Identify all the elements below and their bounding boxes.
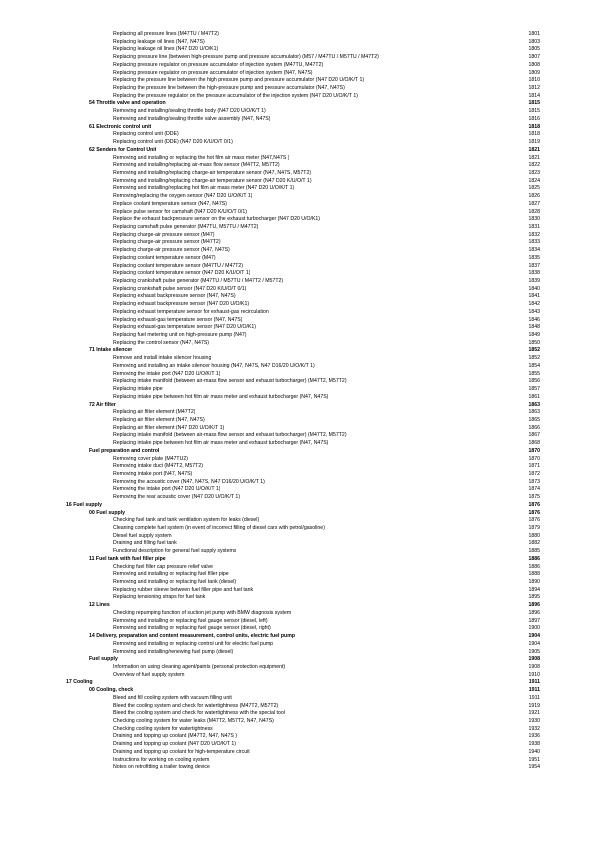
- toc-entry-title: Replacing control unit (DDE): [113, 131, 179, 138]
- toc-entry[interactable]: [60, 456, 540, 464]
- toc-entry-title: Replacing pressure line (between high-pressure pump and pressure accumulator) (M57 / M47TU / M57TU / M47T2): [113, 54, 379, 61]
- toc-page-number: 1874: [528, 486, 540, 493]
- toc-page-number: 1810: [528, 77, 540, 84]
- toc-entry-title: Replace the exhaust backpressure sensor on the exhaust turbocharger (N47 D20 U/O/K1): [113, 216, 321, 223]
- toc-page-number: 1876: [528, 517, 540, 524]
- toc-page-number: 1841: [528, 293, 540, 300]
- toc-entry-title: Draining and topping up coolant (M47T2, N47, N47S ): [113, 733, 237, 740]
- toc-entry-title: Removing intake port (N47, N47S): [113, 470, 193, 477]
- toc-entry[interactable]: [60, 170, 540, 178]
- toc-page-number: 1828: [528, 208, 540, 215]
- toc-page-number: 1921: [528, 710, 540, 717]
- toc-entry[interactable]: [60, 317, 540, 325]
- toc-entry[interactable]: [60, 293, 540, 301]
- toc-page-number: 1856: [528, 378, 540, 385]
- toc-entry[interactable]: [60, 486, 540, 494]
- toc-entry[interactable]: [60, 540, 540, 548]
- toc-page-number: 1857: [528, 386, 540, 393]
- toc-page-number: 1876: [528, 501, 540, 508]
- toc-entry[interactable]: [60, 131, 540, 139]
- toc-page-number: 1814: [528, 92, 540, 99]
- toc-entry-title: Removing and installing/renewing fuel pump (diesel): [113, 648, 234, 655]
- toc-page-number: 1805: [528, 46, 540, 53]
- toc-entry[interactable]: [60, 764, 540, 772]
- toc-entry[interactable]: [60, 463, 540, 471]
- toc-page-number: 1910: [528, 671, 540, 678]
- toc-entry-title: Replacing fuel metering unit on high-pressure pump (N47): [113, 332, 247, 339]
- toc-entry[interactable]: [60, 209, 540, 217]
- toc-page-number: 1854: [528, 362, 540, 369]
- toc-page-number: 1895: [528, 594, 540, 601]
- toc-section-heading[interactable]: [60, 448, 540, 456]
- toc-page-number: 1855: [528, 370, 540, 377]
- toc-page-number: 1815: [528, 100, 540, 107]
- toc-section-heading[interactable]: [60, 402, 540, 410]
- toc-entry-title: Replacing charge-air pressure sensor (M47): [113, 231, 215, 238]
- toc-entry-title: Replacing coolant temperature sensor (M47): [113, 254, 216, 261]
- toc-section-heading[interactable]: [60, 602, 540, 610]
- toc-entry[interactable]: [60, 378, 540, 386]
- toc-entry-title: Information on using cleaning agent/paints (personal protection equipment): [113, 663, 286, 670]
- toc-entry[interactable]: [60, 62, 540, 70]
- toc-page-number: 1863: [528, 409, 540, 416]
- toc-entry-title: 00 Fuel supply: [89, 509, 126, 516]
- toc-entry-title: 61 Electronic control unit: [89, 123, 152, 130]
- toc-section-heading[interactable]: [60, 347, 540, 355]
- toc-page-number: 1940: [528, 748, 540, 755]
- toc-entry[interactable]: [60, 641, 540, 649]
- toc-page-number: 1823: [528, 169, 540, 176]
- toc-entry-title: Checking fuel filler cap pressure relief valve: [113, 563, 214, 570]
- toc-page-number: 1879: [528, 525, 540, 531]
- toc-entry-title: Replacing coolant temperature sensor (M47TU / M47T2): [113, 262, 244, 269]
- toc-entry[interactable]: [60, 93, 540, 101]
- toc-entry-title: Cleaning complete fuel system (in event of incorrect filling of diesel cars with petrol/gasoline): [113, 525, 325, 531]
- toc-page-number: 1875: [528, 494, 540, 501]
- toc-entry[interactable]: [60, 649, 540, 657]
- toc-page-number: 1819: [528, 139, 540, 146]
- toc-entry[interactable]: [60, 517, 540, 525]
- toc-page-number: 1861: [528, 393, 540, 400]
- toc-entry[interactable]: [60, 471, 540, 479]
- toc-entry-title: Replacing all pressure lines (M47TU / M47T2): [113, 31, 219, 37]
- toc-section-heading[interactable]: [60, 656, 540, 664]
- toc-page-number: 1897: [528, 617, 540, 624]
- toc-page-number: 1900: [528, 625, 540, 632]
- toc-page-number: 1837: [528, 262, 540, 269]
- toc-entry[interactable]: [60, 695, 540, 703]
- toc-entry-title: Replacing camshaft pulse generator (M47TU, M57TU / M47T2): [113, 223, 259, 230]
- toc-page-number: 1872: [528, 470, 540, 477]
- toc-entry-title: Checking cooling system for water leaks (M47T2, M57T2, N47, N47S): [113, 717, 274, 724]
- toc-entry-title: Removing intake duct (M47T2, M57T2): [113, 463, 203, 470]
- toc-entry[interactable]: [60, 278, 540, 286]
- toc-entry[interactable]: [60, 394, 540, 402]
- toc-entry[interactable]: [60, 286, 540, 294]
- toc-entry[interactable]: [60, 432, 540, 440]
- toc-page-number: 1911: [528, 687, 540, 694]
- toc-page-number: 1816: [528, 115, 540, 122]
- toc-page-number: 1873: [528, 478, 540, 485]
- toc-page-number: 1904: [528, 633, 540, 640]
- toc-page-number: 1852: [528, 347, 540, 354]
- toc-entry-title: 16 Fuel supply: [66, 501, 103, 508]
- toc-section-heading[interactable]: [60, 147, 540, 155]
- toc-entry-title: Checking cooling system for watertightness: [113, 725, 213, 732]
- toc-entry-title: Removing and installing or replacing control unit for electric fuel pump: [113, 640, 274, 647]
- toc-entry[interactable]: [60, 54, 540, 62]
- toc-page-number: 1951: [528, 756, 540, 763]
- toc-entry[interactable]: [60, 340, 540, 348]
- toc-entry-title: Replace coolant temperature sensor (N47, N47S): [113, 200, 227, 207]
- toc-entry[interactable]: [60, 178, 540, 186]
- toc-entry[interactable]: [60, 255, 540, 263]
- toc-page-number: 1808: [528, 61, 540, 68]
- toc-entry-title: Overview of fuel supply system: [113, 671, 185, 678]
- toc-entry[interactable]: [60, 409, 540, 417]
- toc-page-number: 1876: [528, 509, 540, 516]
- toc-section-heading[interactable]: [60, 633, 540, 641]
- toc-entry-title: Replacing intake pipe between hot film air mass meter and exhaust turbocharger (N47, N47S): [113, 393, 329, 400]
- toc-entry-title: Replace pulse sensor for camshaft (N47 D20 K/U/O/T 0/1): [113, 208, 247, 215]
- toc-entry-title: Fuel preparation and control: [89, 447, 160, 454]
- toc-page-number: 1834: [528, 247, 540, 254]
- toc-entry-title: 71 Intake silencer: [89, 347, 133, 354]
- toc-entry[interactable]: [60, 46, 540, 54]
- toc-page-number: 1801: [528, 31, 540, 37]
- toc-entry-title: Remove and install intake silencer housing: [113, 355, 212, 362]
- toc-entry-title: Removing and installing/replacing charge-air temperature sensor (N47 D20 K/U/O/T 1): [113, 177, 312, 184]
- toc-page-number: 1866: [528, 424, 540, 431]
- toc-entry[interactable]: [60, 31, 540, 39]
- toc-entry[interactable]: [60, 216, 540, 224]
- toc-entry[interactable]: [60, 155, 540, 163]
- toc-page-number: 1905: [528, 648, 540, 655]
- toc-page-number: 1930: [528, 717, 540, 724]
- toc-entry[interactable]: [60, 139, 540, 147]
- toc-entry-title: Replacing pressure regulator on pressure accumulator of injection system (M47TU, M47T2): [113, 61, 324, 68]
- toc-entry-title: 14 Delivery, preparation and content measurement, control units, electric fuel pump: [89, 633, 296, 640]
- toc-page-number: 1896: [528, 602, 540, 609]
- toc-page-number: 1842: [528, 301, 540, 308]
- toc-page-number: 1894: [528, 586, 540, 593]
- toc-entry[interactable]: [60, 263, 540, 271]
- toc-entry-title: Notes on retrofitting a trailer towing device: [113, 764, 210, 771]
- toc-entry-title: Instructions for working on cooling system: [113, 756, 210, 763]
- toc-entry-title: Replacing charge-air pressure sensor (M47T2): [113, 239, 221, 246]
- toc-entry[interactable]: [60, 417, 540, 425]
- toc-page-number: 1848: [528, 324, 540, 331]
- toc-entry[interactable]: [60, 193, 540, 201]
- toc-entry[interactable]: [60, 533, 540, 541]
- toc-page-number: 1840: [528, 285, 540, 292]
- toc-entry[interactable]: [60, 162, 540, 170]
- toc-page-number: 1870: [528, 455, 540, 462]
- toc-page-number: 1870: [528, 447, 540, 454]
- toc-page-number: 1908: [528, 663, 540, 670]
- toc-entry-title: 11 Fuel tank with fuel filler pipe: [89, 555, 166, 562]
- toc-page-number: 1821: [528, 146, 540, 153]
- toc-entry-title: Replacing coolant temperature sensor (N47 D20 K/U/O/T 1): [113, 270, 251, 277]
- toc-entry-title: Replacing charge-air pressure sensor (N47, N47S): [113, 247, 230, 254]
- toc-entry[interactable]: [60, 525, 540, 533]
- toc-page-number: 1824: [528, 177, 540, 184]
- toc-entry-title: Draining and topping up coolant (N47 D20 U/O/K/T 1): [113, 741, 237, 748]
- toc-entry[interactable]: [60, 332, 540, 340]
- toc-entry-title: Replacing exhaust-gas temperature sensor (N47, N47S): [113, 316, 243, 323]
- toc-entry[interactable]: [60, 726, 540, 734]
- toc-section-heading[interactable]: [60, 100, 540, 108]
- toc-page-number: 1886: [528, 563, 540, 570]
- toc-entry[interactable]: [60, 270, 540, 278]
- toc-entry-title: Replacing crankshaft pulse sensor (N47 D20 K/U/O/T 0/1): [113, 285, 247, 292]
- toc-entry[interactable]: [60, 733, 540, 741]
- toc-section-heading[interactable]: [60, 556, 540, 564]
- toc-page-number: 1812: [528, 85, 540, 92]
- toc-entry[interactable]: [60, 718, 540, 726]
- toc-page-number: 1815: [528, 108, 540, 115]
- toc-entry-title: Replacing leakage oil lines (N47 D20 U/O/K1): [113, 46, 219, 53]
- toc-entry-title: Diesel fuel supply system: [113, 532, 172, 539]
- toc-entry-title: Bleed the cooling system and check for watertightness with the special tool: [113, 710, 285, 717]
- toc-page-number: 1871: [528, 463, 540, 470]
- toc-entry[interactable]: [60, 309, 540, 317]
- toc-page-number: 1807: [528, 54, 540, 61]
- toc-entry-title: Removing and installing/replacing hot film air mass meter (N47 D20 U/O/K/T 1): [113, 185, 295, 192]
- toc-entry-title: Removing cover plate (M47TU2): [113, 455, 188, 462]
- toc-entry-title: Replacing crankshaft pulse generator (M47TU / M57TU / M47T2 / M57T2): [113, 278, 284, 284]
- toc-entry-title: Checking fuel tank and tank ventilation system for leaks (diesel): [113, 517, 260, 524]
- toc-entry-title: Replacing intake manifold (between air-mass flow sensor and exhaust turbocharger) (M47T2, M57T2): [113, 378, 347, 385]
- toc-entry[interactable]: [60, 363, 540, 371]
- toc-entry[interactable]: [60, 703, 540, 711]
- toc-page-number: 1825: [528, 185, 540, 192]
- toc-page-number: 1865: [528, 416, 540, 423]
- toc-entry-title: Checking repumping function of suction jet pump with BMW diagnosis system: [113, 609, 292, 616]
- toc-page-number: 1882: [528, 540, 540, 547]
- toc-entry[interactable]: [60, 741, 540, 749]
- toc-entry[interactable]: [60, 185, 540, 193]
- toc-entry-title: Bleed the cooling system and check for watertightness (M47T2, M57T2): [113, 702, 279, 709]
- toc-page-number: 1822: [528, 162, 540, 169]
- toc-entry-title: Removing and installing/sealing throttle valve assembly (N47, N47S): [113, 115, 271, 122]
- toc-entry-title: Functional description for general fuel supply systems: [113, 548, 237, 555]
- toc-entry-title: Draining and topping up coolant for high-temperature circuit: [113, 748, 250, 755]
- toc-entry[interactable]: [60, 77, 540, 85]
- toc-entry[interactable]: [60, 625, 540, 633]
- toc-entry-title: Removing and installing or replacing fuel gauge sensor (diesel, right): [113, 625, 271, 632]
- toc-entry[interactable]: [60, 108, 540, 116]
- toc-entry-title: Replacing intake pipe between hot film air mass meter and exhaust turbocharger (N47, N47S): [113, 440, 329, 447]
- toc-entry-title: Removing the intake port (N47 D20 U/O/K/T 1): [113, 486, 221, 493]
- toc-page-number: 1863: [528, 401, 540, 408]
- toc-entry-title: Removing and installing/sealing throttle body (N47 D20 U/O/K/T 1): [113, 108, 266, 115]
- toc-entry-title: Replacing exhaust-gas temperature sensor (N47 D20 U/O/K1): [113, 324, 257, 331]
- toc-entry-title: Replacing air filter element (N47 D20 U/O/K/T 1): [113, 424, 225, 431]
- toc-entry-title: Replacing the pressure line between the high-pressure pump and pressure accumulator (N47, N47S): [113, 85, 345, 92]
- toc-page-number: 1830: [528, 216, 540, 223]
- toc-entry-title: 54 Throttle valve and operation: [89, 100, 166, 107]
- toc-entry[interactable]: [60, 564, 540, 572]
- toc-entry[interactable]: [60, 479, 540, 487]
- toc-page-number: 1954: [528, 764, 540, 771]
- toc-entry-title: Replacing exhaust backpressure sensor (N47 D20 U/O/K1): [113, 301, 250, 308]
- toc-page-number: 1809: [528, 69, 540, 76]
- toc-entry[interactable]: [60, 710, 540, 718]
- toc-entry[interactable]: [60, 749, 540, 757]
- toc-entry-title: Removing and installing or replacing fuel tank (diesel): [113, 579, 237, 586]
- toc-entry[interactable]: [60, 610, 540, 618]
- toc-page-number: 1839: [528, 278, 540, 284]
- toc-entry-title: Replacing pressure regulator on pressure accumulator of injection system (N47, N47S): [113, 69, 313, 76]
- toc-entry-title: Removing and installing or replacing fuel filler pipe: [113, 571, 229, 578]
- toc-entry[interactable]: [60, 440, 540, 448]
- toc-entry-title: Bleed and fill cooling system with vacuum filling unit: [113, 694, 232, 701]
- table-of-contents: [60, 31, 540, 772]
- toc-entry-title: 12 Lines: [89, 602, 110, 609]
- toc-entry[interactable]: [60, 672, 540, 680]
- toc-entry[interactable]: [60, 757, 540, 765]
- toc-entry-title: Replacing leakage oil lines (N47, N47S): [113, 38, 205, 45]
- toc-page-number: 1831: [528, 223, 540, 230]
- toc-entry[interactable]: [60, 85, 540, 93]
- toc-entry[interactable]: [60, 232, 540, 240]
- toc-page-number: 1868: [528, 440, 540, 447]
- toc-entry-title: 72 Air filter: [89, 401, 116, 408]
- toc-page-number: 1846: [528, 316, 540, 323]
- toc-entry-title: Removing and installing/replacing charge-air temperature sensor (N47, N47S, M57T2): [113, 169, 312, 176]
- toc-entry-title: Replacing intake manifold (between air-mass flow sensor and exhaust turbocharger) (M47T2, M57T2): [113, 432, 347, 439]
- toc-page-number: 1852: [528, 355, 540, 362]
- toc-section-heading[interactable]: [60, 687, 540, 695]
- toc-page-number: 1886: [528, 555, 540, 562]
- toc-page-number: 1888: [528, 571, 540, 578]
- toc-entry-title: Replacing the pressure regulator on the pressure accumulator of the injection system (N47 D20 U/O/K/T 1): [113, 92, 358, 99]
- toc-page-number: 1835: [528, 254, 540, 261]
- toc-entry-title: Removing and installing or replacing the hot film air mass meter (N47,N47S ): [113, 154, 290, 161]
- toc-entry-title: Removing the rear acoustic cover (N47 D20 U/O/K/T 1): [113, 494, 241, 501]
- toc-entry-title: Removing and installing/replacing air-mass flow sensor (M47T2, M57T2): [113, 162, 280, 169]
- toc-entry-title: Removing and installing an intake silencer housing (N47, N47S, N47 D16/20 U/O/K/T 1): [113, 362, 315, 369]
- toc-entry[interactable]: [60, 386, 540, 394]
- toc-page-number: 1911: [528, 679, 540, 686]
- toc-entry-title: Replacing control unit (DDE) (N47 D20 K/U/O/T 0/1): [113, 139, 233, 146]
- toc-entry[interactable]: [60, 116, 540, 124]
- toc-entry-title: Replacing the control sensor (N47, N47S): [113, 339, 210, 346]
- toc-entry[interactable]: [60, 579, 540, 587]
- toc-entry[interactable]: [60, 39, 540, 47]
- toc-page-number: 1832: [528, 231, 540, 238]
- toc-entry[interactable]: [60, 247, 540, 255]
- toc-section-heading[interactable]: [60, 502, 540, 510]
- toc-page-number: 1896: [528, 609, 540, 616]
- toc-page-number: 1843: [528, 308, 540, 315]
- toc-page-number: 1821: [528, 154, 540, 161]
- toc-entry-title: Replacing intake pipe: [113, 386, 163, 393]
- toc-entry-title: Replacing the pressure line between the high pressure pump and pressure accumulator (N47 D20 U/O/K/T 1): [113, 77, 365, 84]
- toc-page-number: 1849: [528, 332, 540, 339]
- toc-entry-title: Removing the intake port (N47 D20 U/O/K/T 1): [113, 370, 221, 377]
- toc-page-number: 1826: [528, 193, 540, 200]
- toc-entry-title: Replacing rubber sleeve between fuel filler pipe and fuel tank: [113, 586, 254, 593]
- toc-entry[interactable]: [60, 494, 540, 502]
- toc-section-heading[interactable]: [60, 679, 540, 687]
- toc-entry-title: Fuel supply: [89, 656, 118, 663]
- toc-entry-title: Replacing air filter element (N47, N47S): [113, 416, 205, 423]
- toc-page-number: 1838: [528, 270, 540, 277]
- toc-entry-title: Removing and installing or replacing fuel gauge sensor (diesel, left): [113, 617, 268, 624]
- toc-entry[interactable]: [60, 324, 540, 332]
- toc-page-number: 1936: [528, 733, 540, 740]
- toc-entry[interactable]: [60, 618, 540, 626]
- toc-entry[interactable]: [60, 301, 540, 309]
- toc-entry[interactable]: [60, 224, 540, 232]
- toc-page-number: 1803: [528, 38, 540, 45]
- toc-entry[interactable]: [60, 664, 540, 672]
- toc-entry-title: Replacing air filter element (M47T2): [113, 409, 196, 416]
- toc-page-number: 1885: [528, 548, 540, 555]
- toc-entry[interactable]: [60, 371, 540, 379]
- toc-page-number: 1827: [528, 200, 540, 207]
- toc-entry-title: Draining and filling fuel tank: [113, 540, 177, 547]
- toc-entry[interactable]: [60, 587, 540, 595]
- toc-page-number: 1850: [528, 339, 540, 346]
- toc-entry-title: Removing/replacing the oxygen sensor (N47 D20 U/O/K/T 1): [113, 193, 253, 200]
- toc-entry[interactable]: [60, 239, 540, 247]
- toc-entry-title: 17 Cooling: [66, 679, 93, 686]
- toc-page-number: 1867: [528, 432, 540, 439]
- toc-page-number: 1932: [528, 725, 540, 732]
- toc-entry-title: Replacing exhaust backpressure sensor (N47, N47S): [113, 293, 236, 300]
- toc-entry[interactable]: [60, 355, 540, 363]
- toc-page-number: 1880: [528, 532, 540, 539]
- toc-page-number: 1904: [528, 640, 540, 647]
- toc-page-number: 1911: [528, 694, 540, 701]
- toc-page-number: 1833: [528, 239, 540, 246]
- toc-entry-title: 00 Cooling, check: [89, 687, 134, 694]
- toc-page-number: 1890: [528, 579, 540, 586]
- toc-page-number: 1919: [528, 702, 540, 709]
- toc-entry[interactable]: [60, 594, 540, 602]
- toc-entry[interactable]: [60, 548, 540, 556]
- toc-entry-title: Removing the acoustic cover (N47, N47S, N47 D16/20 U/O/K/T 1): [113, 478, 265, 485]
- toc-entry[interactable]: [60, 425, 540, 433]
- toc-entry[interactable]: [60, 201, 540, 209]
- toc-section-heading[interactable]: [60, 124, 540, 132]
- toc-entry-title: Replacing tensioning straps for fuel tank: [113, 594, 206, 601]
- toc-entry-title: 62 Senders for Control Unit: [89, 146, 157, 153]
- toc-entry[interactable]: [60, 571, 540, 579]
- toc-page-number: 1908: [528, 656, 540, 663]
- toc-entry[interactable]: [60, 70, 540, 78]
- toc-page-number: 1938: [528, 741, 540, 748]
- toc-page-number: 1818: [528, 123, 540, 130]
- toc-section-heading[interactable]: [60, 510, 540, 518]
- toc-entry-title: Replacing exhaust temperature sensor for exhaust-gas recirculation: [113, 308, 269, 315]
- toc-page-number: 1818: [528, 131, 540, 138]
